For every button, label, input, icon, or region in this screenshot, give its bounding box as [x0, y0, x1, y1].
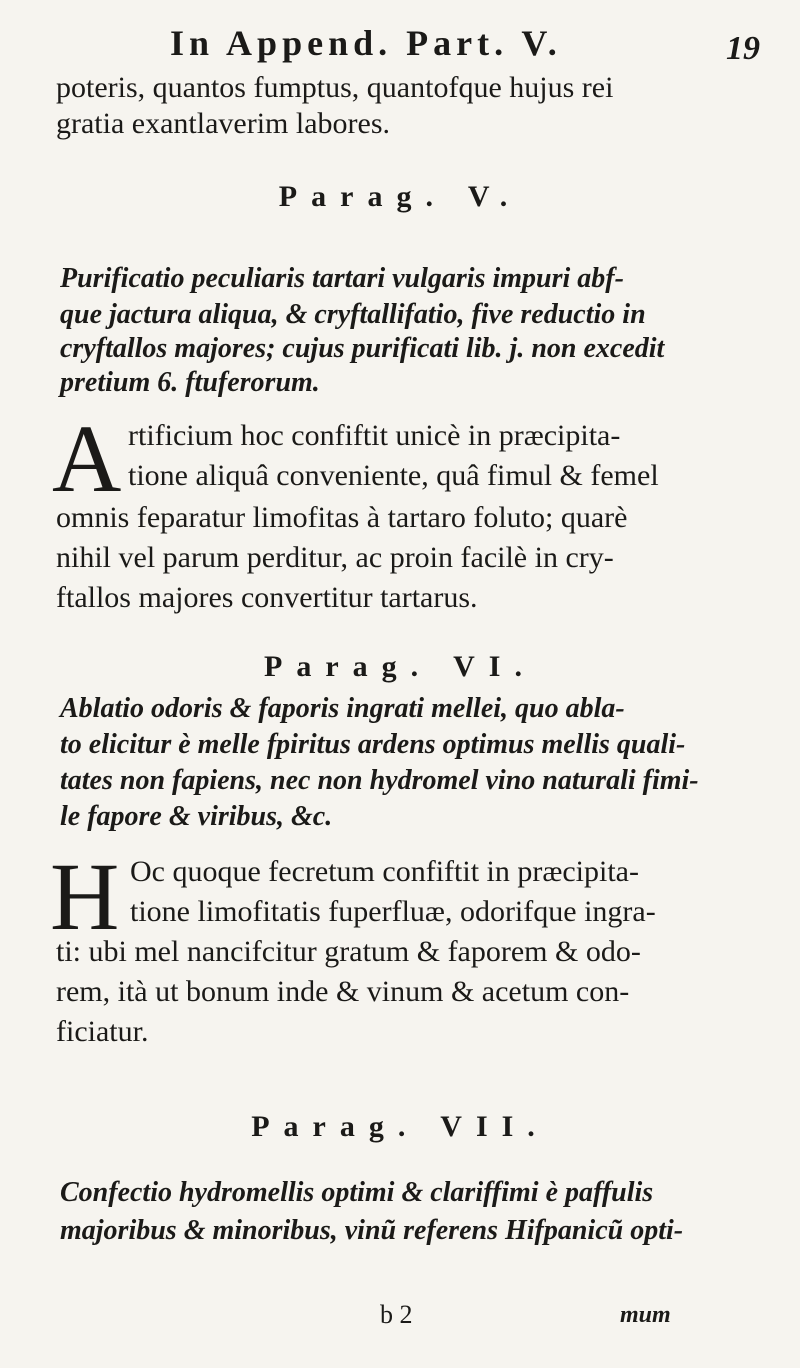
body-line: tione limofitatis fuperfluæ, odorifque ingra-	[130, 895, 656, 928]
dropcap-letter: H	[50, 843, 120, 950]
body-line: nihil vel parum perditur, ac proin facilè in cry-	[56, 541, 614, 574]
section-summary-line: to elicitur è melle fpiritus ardens optimus mellis quali-	[60, 729, 686, 760]
section-summary-line: pretium 6. ftuferorum.	[60, 367, 320, 398]
section-summary-line: Purificatio peculiaris tartari vulgaris impuri abf-	[60, 263, 624, 294]
body-line: Oc quoque fecretum confiftit in præcipita-	[130, 855, 639, 888]
running-head	[60, 18, 760, 68]
section-heading: Parag. VII.	[251, 1110, 549, 1143]
catchword: mum	[620, 1302, 671, 1328]
running-title: In Append. Part. V.	[170, 23, 562, 63]
body-line: tione aliquâ conveniente, quâ fimul & femel	[128, 459, 659, 492]
section-heading: Parag. VI.	[264, 650, 536, 683]
section-summary-line: Ablatio odoris & faporis ingrati mellei, quo abla-	[60, 693, 625, 724]
body-line: rem, ità ut bonum inde & vinum & acetum con-	[56, 975, 630, 1008]
body-line: ftallos majores convertitur tartarus.	[56, 581, 478, 614]
intro-line: gratia exantlaverim labores.	[56, 107, 391, 140]
section-summary-line: tates non fapiens, nec non hydromel vino naturali fimi-	[60, 765, 699, 796]
body-line: rtificium hoc confiftit unicè in præcipita-	[128, 419, 621, 452]
intro-line: poteris, quantos fumptus, quantofque hujus rei	[56, 71, 614, 104]
section-summary-line: cryftallos majores; cujus purificati lib. j. non excedit	[60, 333, 665, 364]
page-number: 19	[726, 30, 760, 67]
page-footer	[0, 1300, 800, 1340]
body-line: ficiatur.	[56, 1015, 149, 1048]
section-summary-line: majoribus & minoribus, vinũ referens Hifpanicũ opti-	[60, 1215, 684, 1246]
section-heading: Parag. V.	[278, 180, 522, 213]
signature-mark: b 2	[380, 1300, 413, 1329]
section-summary-line: le fapore & viribus, &c.	[60, 801, 333, 832]
body-line: ti: ubi mel nancifcitur gratum & faporem & odo-	[56, 935, 641, 968]
section-summary-line: que jactura aliqua, & cryftallifatio, five reductio in	[60, 299, 646, 330]
section-summary-line: Confectio hydromellis optimi & clariffimi è paffulis	[60, 1177, 654, 1208]
dropcap-letter: A	[52, 405, 122, 512]
body-line: omnis feparatur limofitas à tartaro foluto; quarè	[56, 501, 628, 534]
